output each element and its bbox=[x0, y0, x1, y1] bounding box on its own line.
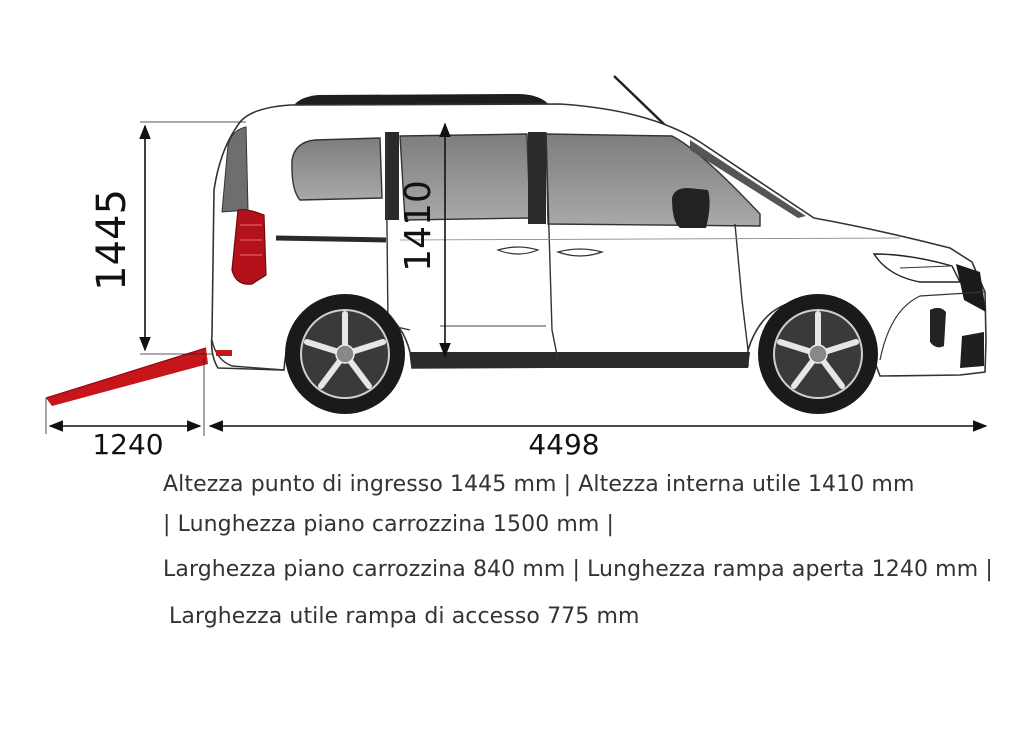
caption-line-4: Larghezza utile rampa di accesso 775 mm bbox=[169, 604, 640, 629]
wheelchair-ramp bbox=[46, 348, 208, 406]
vehicle-length-dimension bbox=[210, 426, 986, 461]
entry-height-label: 1445 bbox=[89, 189, 135, 291]
caption-line-3: Larghezza piano carrozzina 840 mm | Lunghezza rampa aperta 1240 mm | bbox=[163, 557, 993, 582]
rear-wheel bbox=[285, 294, 405, 414]
front-wheel bbox=[758, 294, 878, 414]
vehicle-length-label: 4498 bbox=[528, 428, 600, 461]
interior-height-label: 1410 bbox=[398, 180, 439, 272]
caption-line-2: | Lunghezza piano carrozzina 1500 mm | bbox=[163, 512, 615, 537]
ramp-length-label: 1240 bbox=[92, 428, 164, 461]
caption-line-1: Altezza punto di ingresso 1445 mm | Altezza interna utile 1410 mm bbox=[163, 472, 915, 497]
